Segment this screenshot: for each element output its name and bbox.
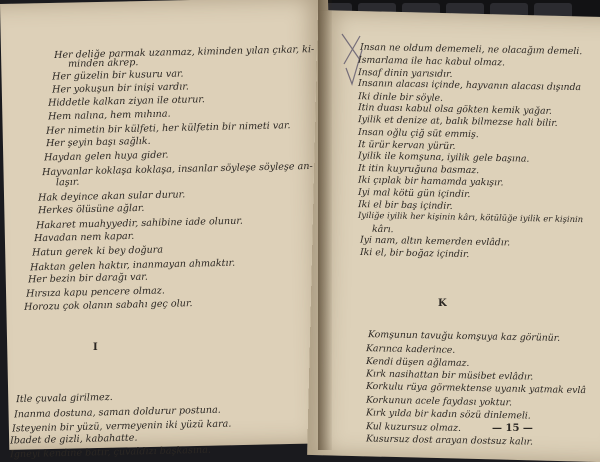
proverb-line: Iyilik et denize at, balık bilmezse hali bilir.: [357, 114, 558, 129]
proverb-line: kârı.: [371, 223, 394, 236]
proverb-line: Iki çıplak bir hamamda yakışır.: [357, 174, 504, 189]
proverb-line: Hiddetle kalkan ziyan ile oturur.: [47, 94, 206, 109]
proverb-line: Her nimetin bir külfeti, her külfetin bir nimeti var.: [45, 120, 291, 137]
proverb-line: Horozu çok olanın sabahı geç olur.: [23, 298, 193, 313]
proverb-line: Komşunun tavuğu komşuya kaz görünür.: [367, 329, 561, 344]
section-heading: K: [438, 298, 447, 309]
proverb-line: Her güzelin bir kusuru var.: [51, 68, 184, 83]
proverb-line: Korkulu rüya görmektense uyanık yatmak evlâ: [365, 380, 587, 397]
proverb-line: Her bezin bir darağı var.: [27, 271, 148, 286]
page-number: — 15 —: [492, 423, 533, 434]
proverb-line: Itin duası kabul olsa gökten kemik yağar.: [357, 102, 553, 117]
proverb-line: Karınca kaderince.: [365, 343, 456, 356]
proverb-line: Insan oğlu çiğ süt emmiş.: [357, 126, 479, 141]
book-gutter: [318, 0, 332, 450]
proverb-line: Igneyi kendine batır, çuvaldızı başkasına.: [9, 444, 212, 461]
proverb-line: Iyi nam, altın kemerden evlâdır.: [359, 234, 511, 249]
proverb-line: Ismarlama ile hac kabul olmaz.: [357, 54, 506, 69]
proverb-line: Insan ne oldum dememeli, ne olacağım demeli.: [359, 41, 583, 58]
proverb-line: Isteyenin bir yüzü, vermeyenin iki yüzü kara.: [11, 418, 232, 435]
proverb-line: Kendi düşen ağlamaz.: [365, 356, 470, 369]
proverb-line: Kırk nasihattan bir müsibet evlâdır.: [365, 368, 534, 383]
proverb-line: Itle çuvala girilmez.: [15, 391, 113, 406]
proverb-line: Haydan gelen huya gider.: [43, 149, 169, 164]
proverb-line: Korkunun acele faydası yoktur.: [365, 394, 513, 409]
proverb-line: Insanın alacası içinde, hayvanın alacası dışında: [357, 77, 582, 94]
proverb-line: Insaf dinin yarısıdır.: [357, 67, 453, 80]
proverb-line: Kırk yılda bir kadın sözü dinlemeli.: [365, 407, 531, 422]
proverb-line: Ibadet de gizli, kabahatte.: [9, 432, 138, 447]
proverb-line: Herkes ölüsüne ağlar.: [37, 202, 145, 217]
section-heading: I: [93, 342, 98, 353]
proverb-line: Havadan nem kapar.: [33, 230, 135, 245]
proverb-line: Iki dinle bir söyle.: [357, 91, 444, 104]
proverb-line: Her deliğe parmak uzanmaz, kiminden yılan çıkar, ki-: [53, 44, 315, 61]
proverb-line: It ürür kervan yürür.: [357, 139, 456, 152]
proverb-line: Kusursuz dost arayan dostsuz kalır.: [365, 433, 534, 448]
proverb-line: Iyilik ile komşuna, iyilik gele başına.: [357, 150, 530, 165]
proverb-line: Inanma dostuna, saman doldurur postuna.: [13, 404, 221, 421]
proverb-line: laşır.: [55, 176, 80, 189]
proverb-line: Haktan gelen haktır, inanmayan ahmaktır.: [29, 257, 236, 274]
proverb-line: It itin kuyruğuna basmaz.: [357, 162, 480, 177]
proverb-line: Hayvanlar koklaşa koklaşa, insanlar söyleşe söyleşe an-: [41, 160, 313, 179]
proverb-line: Hakaret muahyyedir, sahibine iade olunur.: [35, 215, 244, 232]
proverb-line: minden akrep.: [67, 57, 139, 70]
proverb-line: Iyiliğe iyilik her kişinin kârı, kötülüğe iyilik er kişinin: [357, 209, 584, 225]
proverb-line: Hem nalına, hem mıhına.: [47, 108, 171, 123]
proverb-line: Iki el bir baş içindir.: [357, 199, 453, 212]
proverb-line: Iyi mal kötü gün içindir.: [357, 186, 471, 201]
proverb-line: Hırsıza kapu pencere olmaz.: [25, 285, 165, 300]
proverb-line: Iki el, bir boğaz içindir.: [359, 246, 470, 261]
proverb-line: Her şeyin başı sağlık.: [45, 135, 151, 150]
proverb-line: Hak deyince akan sular durur.: [37, 189, 186, 204]
proverb-line: Kul kuzursuz olmaz.: [365, 421, 462, 434]
proverb-line: Hatun gerek ki bey doğura: [31, 244, 164, 259]
proverb-line: Her yokuşun bir inişi vardır.: [51, 81, 190, 96]
